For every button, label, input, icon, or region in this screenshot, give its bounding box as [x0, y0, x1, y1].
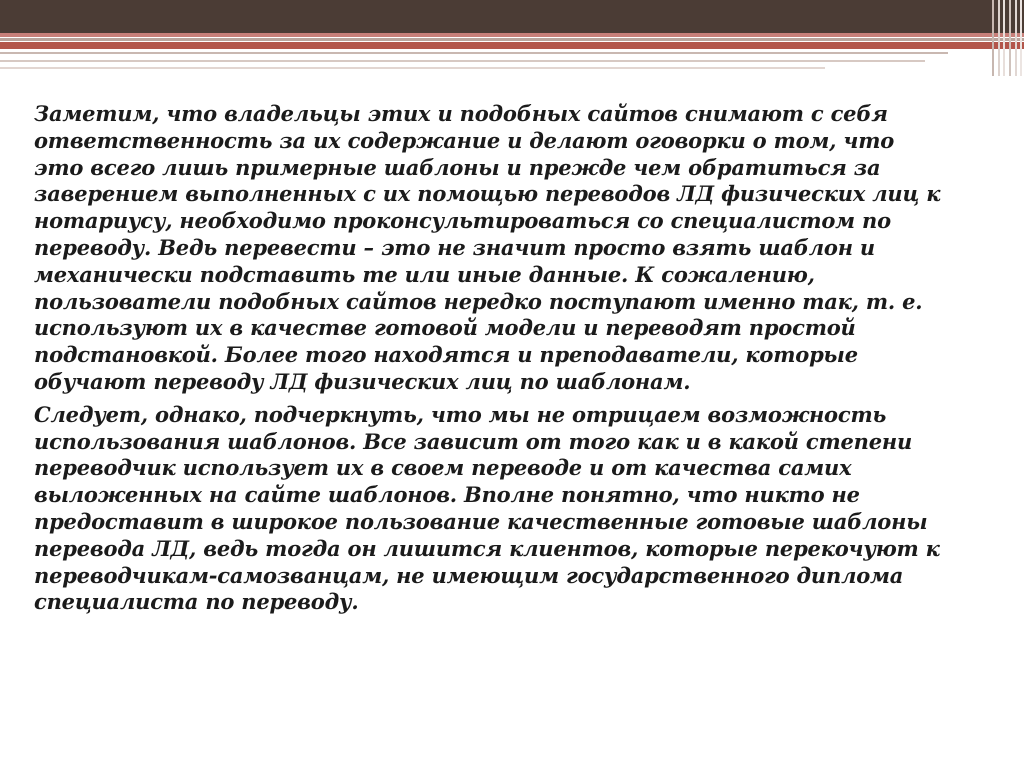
stripe	[992, 0, 994, 76]
slide-body-text	[34, 101, 994, 622]
paragraph-templates-disclaimer: Заметим, что владельцы этих и подобных сайтов снимают с себя ответственность за их содержание и делают оговорки о том, что это всего лишь примерные шаблоны и прежде чем обратиться за заверением выполненных с их помощью переводов ЛД физических лиц к нотариусу, необходимо проконсультироваться со специалистом по переводу. Ведь перевести – это не значит просто взять шаблон и механически подставить те или иные данные. К сожалению, пользователи подобных сайтов нередко поступают именно так, т. е. используют их в качестве готовой модели и переводят простой подстановкой. Более того находятся и преподаватели, которые обучают переводу ЛД физических лиц по шаблонам.	[34, 101, 941, 394]
header-vertical-stripes	[990, 0, 1024, 76]
stripe	[1020, 0, 1022, 76]
stripe	[1015, 0, 1017, 76]
header-thin-line	[0, 38, 1024, 41]
paragraph-templates-usage: Следует, однако, подчеркнуть, что мы не отрицаем возможность использования шаблонов. Все зависит от того как и в какой степени переводчик использует их в своем переводе и от качества самих выложенных на сайте шаблонов. Вполне понятно, что никто не предоставит в широкое пользование качественные готовые шаблоны перевода ЛД, ведь тогда он лишится клиентов, которые перекочуют к переводчикам-самозванцам, не имеющим государственного диплома специалиста по переводу.	[34, 401, 940, 615]
header-underline	[0, 52, 948, 54]
header-underline	[0, 60, 925, 62]
stripe	[1003, 0, 1005, 76]
header-dark-band	[0, 0, 1024, 33]
header-rust-band	[0, 42, 1024, 49]
header-underline	[0, 67, 825, 69]
stripe	[1009, 0, 1011, 76]
header-rose-line	[0, 33, 1024, 37]
stripe	[998, 0, 1000, 76]
